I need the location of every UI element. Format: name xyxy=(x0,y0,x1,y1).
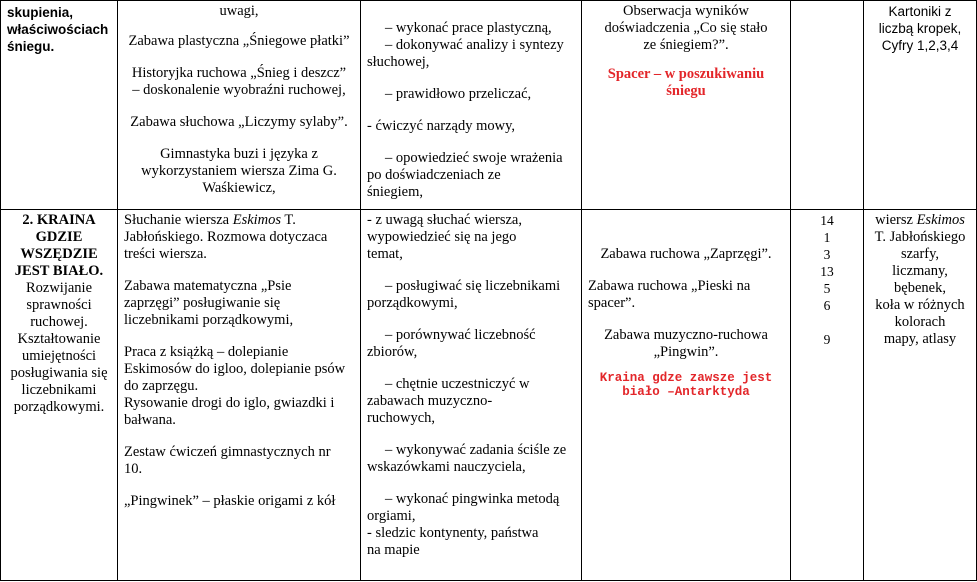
activity-line: „Pingwinek” – płaskie origami z kół xyxy=(124,493,336,509)
objective-line: – posługiwać się liczebnikami xyxy=(385,278,561,294)
goals-text-1: skupienia, xyxy=(7,5,74,20)
objective-line: wypowiedzieć się na jego xyxy=(367,229,517,245)
objective-line: - ćwiczyć narządy mowy, xyxy=(367,118,516,134)
goals-text: Kształtowanie xyxy=(17,331,101,347)
table-row xyxy=(1,1,977,210)
goals-text: Rozwijanie xyxy=(25,280,93,296)
other-activity-line: Zabawa muzyczno-ruchowa xyxy=(604,327,768,343)
activity-line: do zaprzęgu. xyxy=(124,378,199,394)
materials-line: Kartoniki z xyxy=(888,4,952,19)
number-value: 3 xyxy=(823,247,831,262)
materials-line: szarfy, xyxy=(900,246,940,262)
activity-line: wykorzystaniem wiersza Zima G. xyxy=(141,163,337,179)
objective-line: orgiami, xyxy=(367,508,416,524)
materials-line: liczmany, xyxy=(892,263,948,279)
walk-title: Spacer – w poszukiwaniu xyxy=(607,66,765,82)
activity-line: zaprzęgi” posługiwanie się xyxy=(124,295,281,311)
objective-line: ruchowych, xyxy=(367,410,436,426)
other-activities-cell xyxy=(582,210,791,581)
other-activity-line: Zabawa ruchowa „Zaprzęgi”. xyxy=(600,246,772,262)
antarctica-title: biało –Antarktyda xyxy=(622,385,750,399)
activity-line: Zabawa matematyczna „Psie xyxy=(124,278,292,294)
objective-line: wskazówkami nauczyciela, xyxy=(367,459,526,475)
materials-line: Cyfry 1,2,3,4 xyxy=(881,38,959,53)
objective-line: – porównywać liczebność xyxy=(385,327,536,343)
objective-line: zabawach muzyczno- xyxy=(367,393,493,409)
goals-text-2: właściwościach xyxy=(7,22,109,37)
goals-cell xyxy=(1,210,118,581)
objective-line: – opowiedzieć swoje wrażenia xyxy=(385,150,563,166)
activity-line: Zabawa plastyczna „Śniegowe płatki” xyxy=(128,33,350,49)
section-title: GDZIE xyxy=(35,229,83,245)
objective-line: słuchowej, xyxy=(367,54,430,70)
objective-line: na mapie xyxy=(367,542,420,558)
goals-text: posługiwania się xyxy=(10,365,108,381)
objective-line: temat, xyxy=(367,246,403,262)
other-activities-cell xyxy=(582,1,791,210)
objective-line: – prawidłowo przeliczać, xyxy=(385,86,532,102)
objective-line: - sledzic kontynenty, państwa xyxy=(367,525,539,541)
objective-line: - z uwagą słuchać wiersza, xyxy=(367,212,522,228)
numbers-cell xyxy=(791,1,864,210)
table-row xyxy=(1,210,977,581)
activity-text: T. xyxy=(281,212,296,228)
materials-line: kolorach xyxy=(894,314,946,330)
other-activity-line: Zabawa ruchowa „Pieski na xyxy=(588,278,751,294)
number-value: 5 xyxy=(823,281,831,296)
number-value: 14 xyxy=(820,213,834,228)
goals-cell xyxy=(1,1,118,210)
materials-cell xyxy=(864,1,977,210)
materials-line: T. Jabłońskiego xyxy=(874,229,966,245)
activity-line: Eskimosów do igloo, dolepianie psów xyxy=(124,361,346,377)
objective-line: – wykonać pingwinka metodą xyxy=(385,491,560,507)
objective-line: po doświadczeniach ze xyxy=(367,167,501,183)
activity-line: Jabłońskiego. Rozmowa dotyczaca xyxy=(124,229,328,245)
number-value: 1 xyxy=(823,230,831,245)
activity-line: Historyjka ruchowa „Śnieg i deszcz” xyxy=(131,65,347,81)
activity-line: Praca z książką – dolepianie xyxy=(124,344,289,360)
activity-text: Słuchanie wiersza xyxy=(124,212,233,228)
activity-line: – doskonalenie wyobraźni ruchowej, xyxy=(132,82,346,98)
goals-text: ruchowej. xyxy=(30,314,88,330)
number-value: 6 xyxy=(823,298,831,313)
section-title: WSZĘDZIE xyxy=(20,246,98,262)
objective-line: – wykonywać zadania ściśle ze xyxy=(385,442,567,458)
numbers-cell xyxy=(791,210,864,581)
objectives-cell xyxy=(361,1,582,210)
materials-text: wiersz xyxy=(875,212,917,228)
number-value: 13 xyxy=(820,264,834,279)
other-activity-line: doświadczenia „Co się stało xyxy=(604,20,768,36)
activities-cell xyxy=(118,210,361,581)
activity-line: Rysowanie drogi do iglo, gwiazdki i xyxy=(124,395,335,411)
materials-line: bębenek, xyxy=(894,280,946,296)
materials-line: mapy, atlasy xyxy=(883,331,957,347)
materials-line xyxy=(870,212,970,229)
goals-text-3: śniegu. xyxy=(7,39,55,54)
activity-line: Gimnastyka buzi i języka z xyxy=(160,146,318,162)
materials-cell xyxy=(864,210,977,581)
poem-title: Eskimos xyxy=(916,212,965,228)
poem-title: Eskimos xyxy=(232,212,282,228)
other-activity-line: ze śniegiem?”. xyxy=(643,37,729,53)
activities-cell xyxy=(118,1,361,210)
goals-text: umiejętności xyxy=(21,348,97,364)
objective-line: – dokonywać analizy i syntezy xyxy=(385,37,564,53)
section-title: 2. KRAINA xyxy=(22,212,96,228)
activity-line: Waśkiewicz, xyxy=(202,180,276,196)
goals-text: liczebnikami xyxy=(21,382,97,398)
other-activity-line: „Pingwin”. xyxy=(653,344,719,360)
activity-line: liczebnikami porządkowymi, xyxy=(124,312,294,328)
objective-line: – wykonać prace plastyczną, xyxy=(385,20,552,36)
objective-line: porządkowymi, xyxy=(367,295,458,311)
walk-title: śniegu xyxy=(666,83,706,99)
other-activity-line: spacer”. xyxy=(588,295,636,311)
activity-line xyxy=(124,212,354,229)
materials-line: liczbą kropek, xyxy=(878,21,962,36)
section-title: JEST BIAŁO. xyxy=(14,263,104,279)
objective-line: śniegiem, xyxy=(367,184,423,200)
goals-text: porządkowymi. xyxy=(13,399,105,415)
activity-line: treści wiersza. xyxy=(124,246,207,262)
activity-line: bałwana. xyxy=(124,412,176,428)
other-activity-line: Obserwacja wyników xyxy=(622,3,750,19)
activity-line: Zestaw ćwiczeń gimnastycznych nr xyxy=(124,444,331,460)
objective-line: – chętnie uczestniczyć w xyxy=(385,376,530,392)
number-value: 9 xyxy=(823,332,831,347)
antarctica-title: Kraina gdze zawsze jest xyxy=(599,371,773,385)
materials-line: koła w różnych xyxy=(875,297,965,313)
activity-line: 10. xyxy=(124,461,143,477)
activity-line: Zabawa słuchowa „Liczymy sylaby”. xyxy=(130,114,348,130)
objectives-cell xyxy=(361,210,582,581)
goals-text: sprawności xyxy=(26,297,92,313)
activity-line: uwagi, xyxy=(219,3,259,19)
objective-line: zbiorów, xyxy=(367,344,418,360)
